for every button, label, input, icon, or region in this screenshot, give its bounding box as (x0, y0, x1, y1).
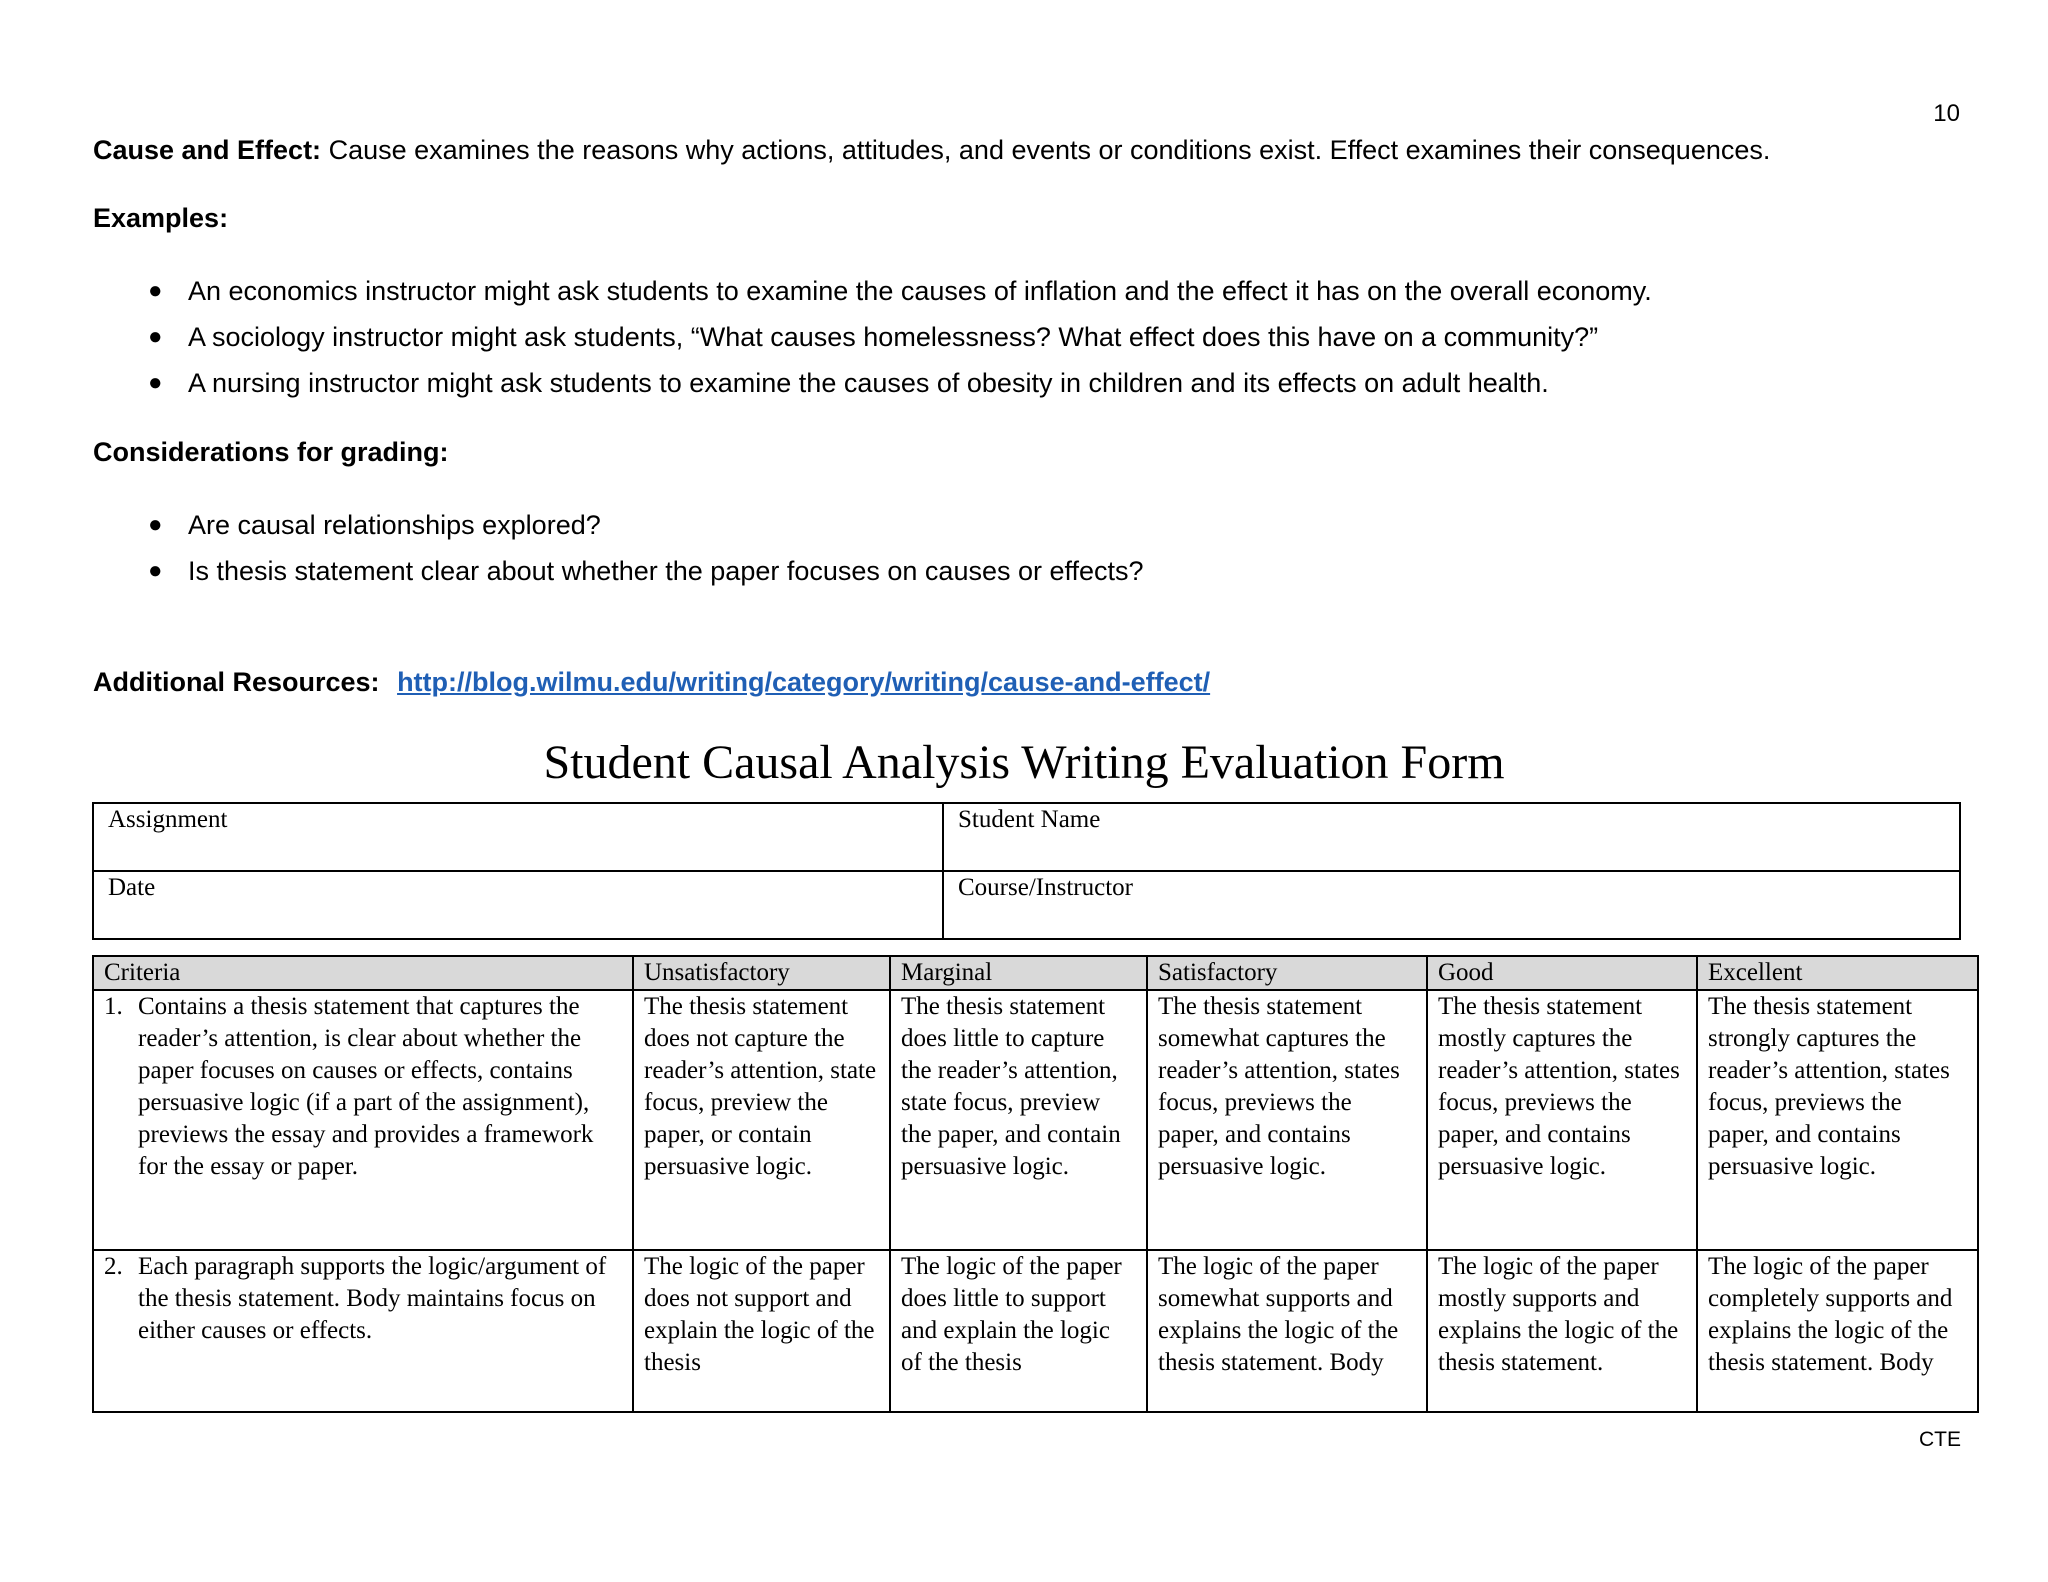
bullet-icon: ● (148, 277, 163, 304)
unsatisfactory-cell: The logic of the paper does not support and explain the logic of the thesis (633, 1250, 890, 1412)
grading-list (93, 502, 1973, 594)
course-instructor-field[interactable]: Course/Instructor (943, 871, 1960, 939)
examples-heading: Examples: (93, 203, 229, 233)
marginal-cell: The thesis statement does little to capture the reader’s attention, state focus, preview the paper, and contain persuasive logic. (890, 990, 1147, 1250)
grading-heading: Considerations for grading: (93, 437, 449, 467)
form-title: Student Causal Analysis Writing Evaluation Form (543, 736, 1505, 789)
resources-link[interactable]: http://blog.wilmu.edu/writing/category/writing/cause-and-effect/ (397, 667, 1211, 697)
list-item: ● Is thesis statement clear about whether the paper focuses on causes or effects? (93, 548, 1973, 594)
intro-label: Cause and Effect: (93, 135, 322, 165)
header-marginal: Marginal (890, 956, 1147, 990)
criteria-number: 1. (104, 993, 123, 1020)
bullet-icon: ● (148, 323, 163, 350)
list-item: ● A sociology instructor might ask students, “What causes homelessness? What effect does this have on a community?” (93, 314, 1973, 360)
excellent-cell: The thesis statement strongly captures the reader’s attention, states focus, previews the paper, and contains persuasive logic. (1697, 990, 1978, 1250)
bullet-icon: ● (148, 369, 163, 396)
footer-text: CTE (1919, 1428, 1961, 1451)
rubric-header-row (93, 956, 1978, 990)
student-name-field[interactable]: Student Name (943, 803, 1960, 871)
good-cell: The logic of the paper mostly supports and explains the logic of the thesis statement. (1427, 1250, 1697, 1412)
criteria-cell (93, 1250, 633, 1412)
intro-text: Cause examines the reasons why actions, attitudes, and events or conditions exist. Effect examines their consequences. (328, 135, 1771, 165)
bullet-icon: ● (148, 557, 163, 584)
header-satisfactory: Satisfactory (1147, 956, 1427, 990)
list-item: ● A nursing instructor might ask students to examine the causes of obesity in children and its effects on adult health. (93, 360, 1973, 406)
table-row (93, 1250, 1978, 1412)
bullet-icon: ● (148, 511, 163, 538)
list-item: ● An economics instructor might ask students to examine the causes of inflation and the effect it has on the overall economy. (93, 268, 1973, 314)
unsatisfactory-cell: The thesis statement does not capture the reader’s attention, state focus, preview the paper, or contain persuasive logic. (633, 990, 890, 1250)
assignment-field[interactable]: Assignment (93, 803, 943, 871)
form-info-table (92, 802, 1961, 940)
criteria-cell (93, 990, 633, 1250)
header-criteria: Criteria (93, 956, 633, 990)
page-number: 10 (1933, 100, 1960, 127)
intro-paragraph (93, 135, 1993, 166)
excellent-cell: The logic of the paper completely supports and explains the logic of the thesis statement. Body (1697, 1250, 1978, 1412)
rubric-table (92, 955, 1979, 1413)
good-cell: The thesis statement mostly captures the reader’s attention, states focus, previews the paper, and contains persuasive logic. (1427, 990, 1697, 1250)
resources-label: Additional Resources: (93, 667, 380, 697)
list-item: ● Are causal relationships explored? (93, 502, 1973, 548)
header-excellent: Excellent (1697, 956, 1978, 990)
table-row (93, 990, 1978, 1250)
criteria-number: 2. (104, 1253, 123, 1280)
criteria-text: Contains a thesis statement that captures the reader’s attention, is clear about whether the paper focuses on causes or effects, contains persuasive logic (if a part of the assignment), previews the essay and provides a framework for the essay or paper. (138, 993, 594, 1180)
satisfactory-cell: The thesis statement somewhat captures the reader’s attention, states focus, previews the paper, and contains persuasive logic. (1147, 990, 1427, 1250)
header-unsatisfactory: Unsatisfactory (633, 956, 890, 990)
marginal-cell: The logic of the paper does little to support and explain the logic of the thesis (890, 1250, 1147, 1412)
header-good: Good (1427, 956, 1697, 990)
examples-list (93, 268, 1973, 406)
criteria-text: Each paragraph supports the logic/argument of the thesis statement. Body maintains focus on either causes or effects. (138, 1253, 607, 1344)
date-field[interactable]: Date (93, 871, 943, 939)
additional-resources (93, 667, 1210, 698)
satisfactory-cell: The logic of the paper somewhat supports and explains the logic of the thesis statement. Body (1147, 1250, 1427, 1412)
